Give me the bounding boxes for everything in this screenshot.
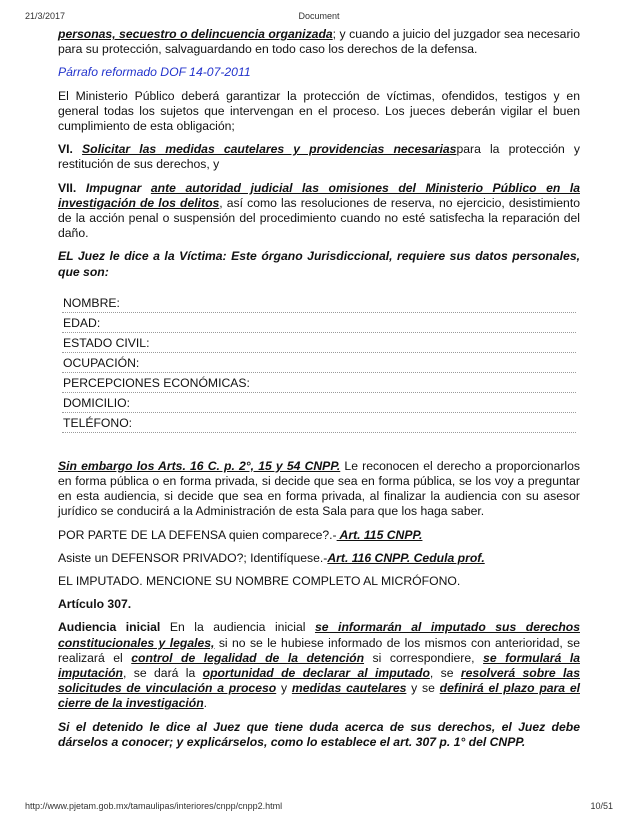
paragraph-protection: personas, secuestro o delincuencia organizada; y cuando a juicio del juzgador sea necesario para su protección, salvaguardando en todo caso los derechos de la defensa. [58,27,580,57]
fraction-vi: VI. Solicitar las medidas cautelares y providencias necesariaspara la protección y restitución de sus derechos, y [58,142,581,172]
print-date: 21/3/2017 [25,11,66,21]
article-heading: Artículo 307. [58,597,132,612]
form-field-ocupacion: OCUPACIÓN: [62,354,576,373]
underlined-term: Solicitar las medidas cautelares y providencias necesarias [82,142,457,157]
source-url: http://www.pjetam.gob.mx/tamaulipas/interiores/cnpp/cnpp2.html [25,801,283,811]
form-field-percepciones: PERCEPCIONES ECONÓMICAS: [62,374,576,393]
paragraph-defensor: Asiste un DEFENSOR PRIVADO?; Identifíquese.-Art. 116 CNPP. Cedula prof. [58,550,485,565]
fraction-number: VII. [58,180,77,195]
form-field-domicilio: DOMICILIO: [62,394,576,413]
underlined-term: Sin embargo los Arts. 16 C. p. 2°, 15 y 54 CNPP. [58,458,341,473]
article-reference: Art. 115 CNPP. [336,527,423,542]
underlined-term: ante autoridad judicial las omisiones del Ministerio Público en la investigación de los delitos [58,180,580,210]
paragraph-defensa: POR PARTE DE LA DEFENSA quien comparece?.- Art. 115 CNPP. [58,527,423,542]
form-field-telefono: TELÉFONO: [62,414,576,433]
paragraph-imputado: EL IMPUTADO. MENCIONE SU NOMBRE COMPLETO AL MICRÓFONO. [58,574,461,589]
fraction-number: VI. [58,142,73,157]
form-field-estado-civil: ESTADO CIVIL: [62,334,576,353]
paragraph-ministerio: El Ministerio Público deberá garantizar la protección de víctimas, ofendidos, testigos y en general todas los sujetos que intervengan en el proceso. Los jueces deberán vigilar el buen cumplimiento de esta obligación; [58,88,580,134]
article-reference: Art. 116 CNPP. Cedula prof. [327,550,485,565]
form-field-nombre: NOMBRE: [62,294,576,313]
paragraph-audiencia: Audiencia inicial En la audiencia inicial se informarán al imputado sus derechos constitucionales y legales, si no se le hubiese informado de los mismos con anterioridad, se realizará el control de legalidad de la detención si correspondiere, se formulará la imputación, se dará la oportunidad de declarar al imputado, se resolverá sobre las solicitudes de vinculación a proceso y medidas cautelares y se definirá el plazo para el cierre de la investigación. [58,620,581,711]
paragraph-rights: Sin embargo los Arts. 16 C. p. 2°, 15 y 54 CNPP. Le reconocen el derecho a proporcionarlos en forma pública o en forma privada, si decide que sea en forma pública, se los voy a preguntar en esta audiencia, si decide que sea en forma privada, al finalizar la audiencia con su asesor jurídico se conducirá a la Administración de esta Sala para que los haga saber. [58,458,580,519]
paragraph-doubt: Si el detenido le dice al Juez que tiene duda acerca de sus derechos, el Juez debe dárselos a conocer; y explicárselos, como lo establece el art. 307 p. 1° del CNPP. [58,719,580,749]
judge-statement: EL Juez le dice a la Víctima: Este órgano Jurisdiccional, requiere sus datos personales, que son: [58,249,580,279]
personal-data-form [62,294,576,433]
form-field-edad: EDAD: [62,314,576,333]
reform-note: Párrafo reformado DOF 14-07-2011 [58,65,251,80]
fraction-vii: VII. Impugnar ante autoridad judicial las omisiones del Ministerio Público en la investigación de los delitos, así como las resoluciones de reserva, no ejercicio, desistimiento de la acción penal o suspensión del procedimiento cuando no esté satisfecha la reparación del daño. [58,180,580,241]
page-content [58,27,580,758]
underlined-term: personas, secuestro o delincuencia organizada [58,27,333,41]
document-title: Document [298,11,340,21]
page-number: 10/51 [590,801,613,811]
